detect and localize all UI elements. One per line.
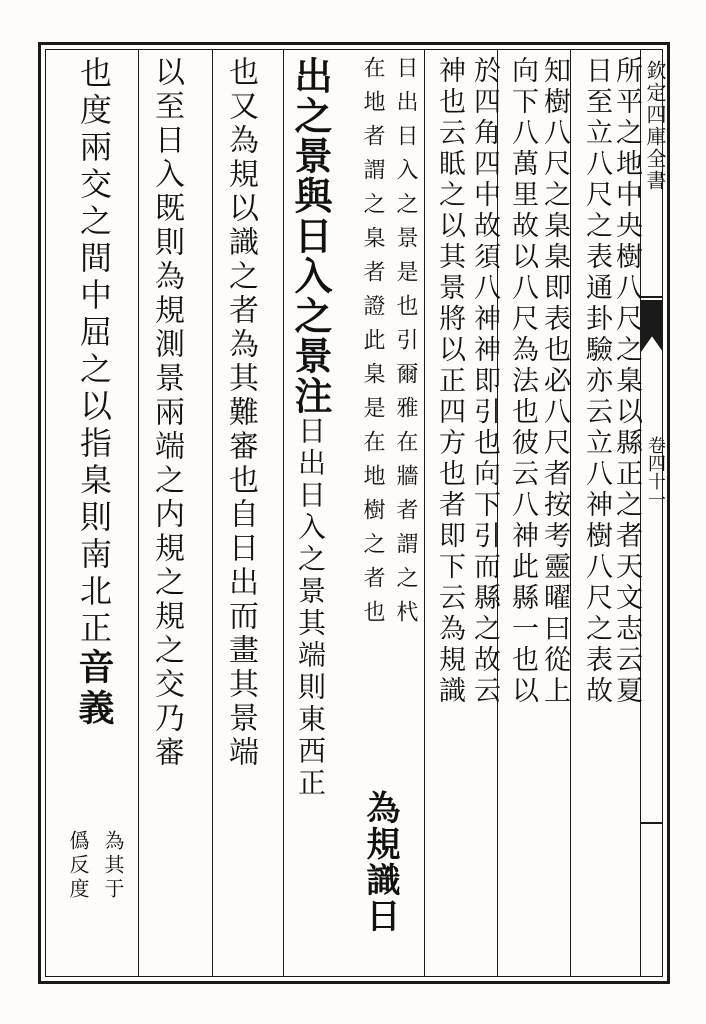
column-rule <box>138 49 139 977</box>
note-label: 注 <box>288 376 333 416</box>
text-column-3: 知樹八尺之臬臬即表也必八尺者按考靈曜曰從上 <box>539 56 570 707</box>
text-column-7-tail: 為規識日 <box>360 790 400 934</box>
text-column-9: 也又為規以識之者為其難審也自日出而畫其景端 <box>223 56 258 770</box>
column-rule <box>212 49 213 977</box>
juan-number: 卷四十一 <box>645 436 666 508</box>
text-column-6: 神也云眡之以其景將以正四方也者即下云為規識 <box>434 56 465 707</box>
text-column-4: 向下八萬里故以八尺為法也彼云八神此縣一也以 <box>507 56 538 707</box>
yinyi-note-right: 為其于 <box>101 830 125 902</box>
commentary-text: 也度兩交之間中屈之以指臬則南北正 <box>75 56 113 648</box>
text-column-2: 日至立八尺之表通卦驗亦云立八神樹八尺之表故 <box>581 56 612 707</box>
text-column-8 <box>288 56 332 800</box>
commentary-text: 日出日入之景其端則東西正 <box>294 416 327 800</box>
text-column-7a: 日出日入之景是也引爾雅在牆者謂之杙 <box>393 56 418 634</box>
text-column-11 <box>72 56 116 730</box>
book-title: 欽定四庫全書 <box>643 60 667 192</box>
margin-rule-bottom <box>641 822 663 824</box>
column-rule <box>424 49 425 977</box>
text-column-10: 以至日入既則為規測景兩端之内規之規之交乃審 <box>149 56 184 770</box>
text-column-5: 於四角四中故須八神神即引也向下引而縣之故云 <box>469 56 500 707</box>
text-column-7b: 在地者謂之臬者證此臬是在地樹之者也 <box>360 56 385 634</box>
yinyi-heading: 音義 <box>73 648 115 730</box>
column-rule <box>283 49 284 977</box>
yinyi-note-left: 僞反度 <box>66 830 90 902</box>
text-column-1: 所平之地中央樹八尺之臬以縣正之者天文志云夏 <box>611 56 642 707</box>
main-text-heading: 出之景與日入之景 <box>288 56 333 376</box>
